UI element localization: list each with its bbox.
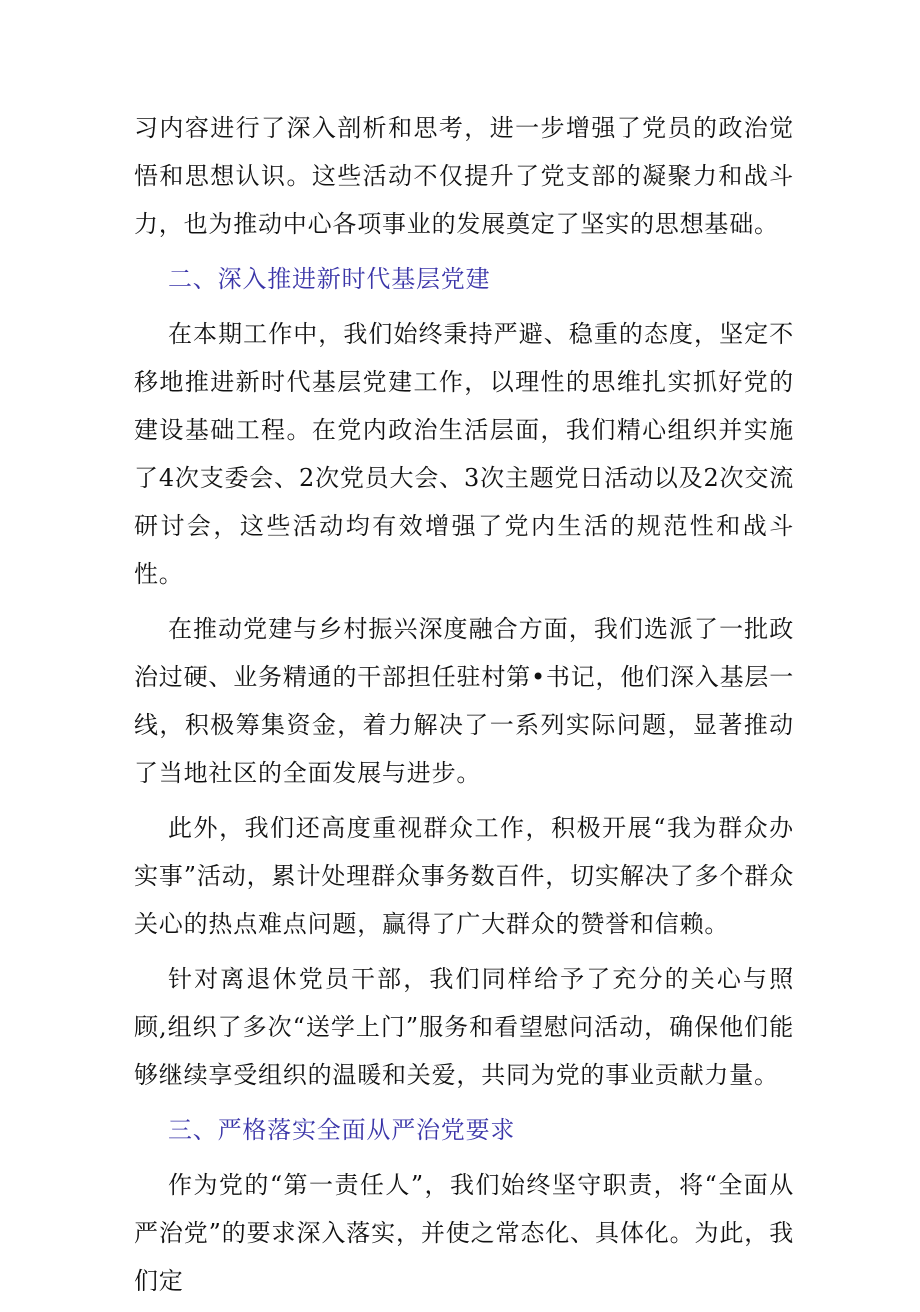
paragraph: 此外，我们还高度重视群众工作，积极开展“我为群众办实事”活动，累计处理群众事务数百件，切实解决了多个群众关心的热点难点问题，赢得了广大群众的赞誉和信赖。 [134, 814, 794, 938]
paragraph: 在本期工作中，我们始终秉持严避、稳重的态度，坚定不移地推进新时代基层党建工作，以理性的思维扎实抓好党的建设基础工程。在党内政治生活层面，我们精心组织并实施了4次支委会、2次党员大会、3次主题党日活动以及2次交流研讨会，这些活动均有效增强了党内生活的规范性和战斗性。 [134, 320, 794, 588]
paragraph: 习内容进行了深入剖析和思考，进一步增强了党员的政治觉悟和思想认识。这些活动不仅提升了党支部的凝聚力和战斗力，也为推动中心各项事业的发展奠定了坚实的思想基础。 [134, 114, 794, 238]
paragraph: 在推动党建与乡村振兴深度融合方面，我们选派了一批政治过硬、业务精通的干部担任驻村第•书记，他们深入基层一线，积极筹集资金，着力解决了一系列实际问题，显著推动了当地社区的全面发展与进步。 [134, 615, 794, 787]
paragraph: 针对离退休党员干部，我们同样给予了充分的关心与照顾,组织了多次“送学上门”服务和看望慰问活动，确保他们能够继续享受组织的温暖和关爱，共同为党的事业贡献力量。 [134, 965, 794, 1089]
section-heading: 三、严格落实全面从严治党要求 [168, 1116, 516, 1144]
document-body [134, 104, 794, 1312]
paragraph: 作为党的“第一责任人”，我们始终坚守职责，将“全面从严治党”的要求深入落实，并使之常态化、具体化。为此，我们定 [134, 1171, 794, 1295]
section-heading: 二、深入推进新时代基层党建 [168, 265, 491, 293]
